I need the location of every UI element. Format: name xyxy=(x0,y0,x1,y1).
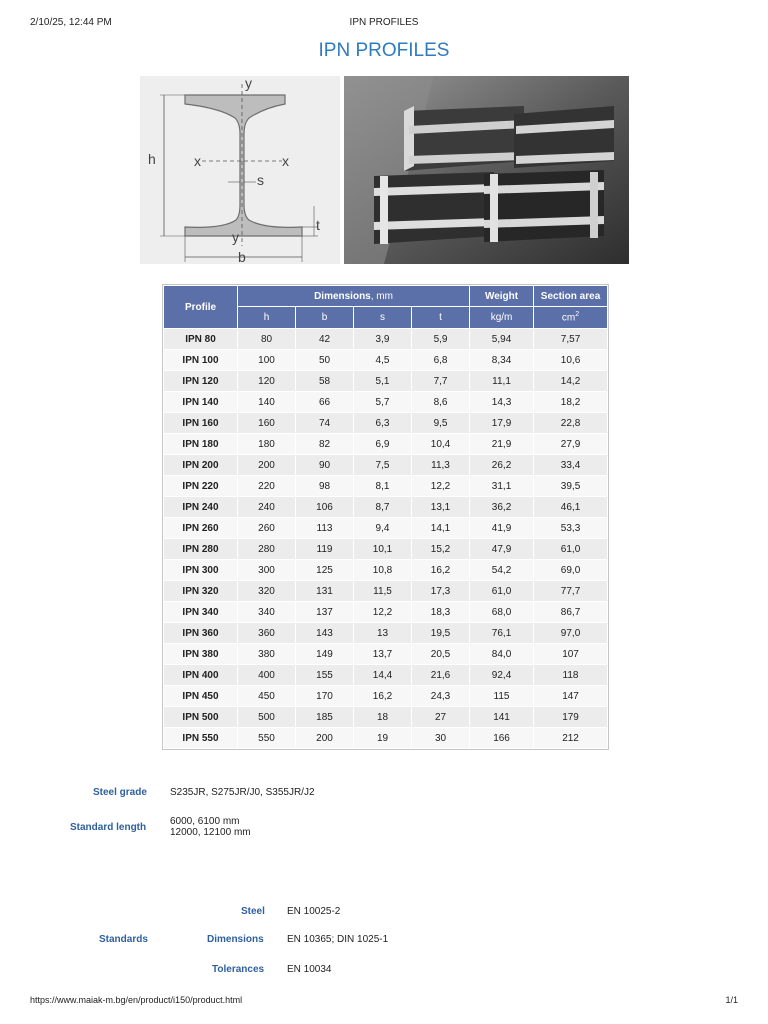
subheader-s: s xyxy=(354,307,411,328)
weight-cell: 115 xyxy=(470,686,533,706)
s-cell: 16,2 xyxy=(354,686,411,706)
weight-cell: 41,9 xyxy=(470,518,533,538)
s-cell: 9,4 xyxy=(354,518,411,538)
profile-cell: IPN 450 xyxy=(164,686,237,706)
b-cell: 74 xyxy=(296,413,353,433)
s-cell: 10,8 xyxy=(354,560,411,580)
t-cell: 16,2 xyxy=(412,560,469,580)
b-cell: 98 xyxy=(296,476,353,496)
h-cell: 340 xyxy=(238,602,295,622)
print-header xyxy=(0,17,768,31)
svg-text:b: b xyxy=(238,249,246,264)
s-cell: 6,3 xyxy=(354,413,411,433)
t-cell: 6,8 xyxy=(412,350,469,370)
svg-text:s: s xyxy=(257,172,264,188)
subheader-b: b xyxy=(296,307,353,328)
h-cell: 100 xyxy=(238,350,295,370)
weight-cell: 61,0 xyxy=(470,581,533,601)
print-datetime: 2/10/25, 12:44 PM xyxy=(30,17,112,28)
subheader-section-unit: $cm^2$ xyxy=(534,307,607,328)
t-cell: 13,1 xyxy=(412,497,469,517)
s-cell: 3,9 xyxy=(354,329,411,349)
table-row xyxy=(164,371,607,391)
standards-label: Standards xyxy=(99,934,148,945)
profile-cell: IPN 380 xyxy=(164,644,237,664)
table-row xyxy=(164,329,607,349)
profile-cell: IPN 280 xyxy=(164,539,237,559)
svg-text:x: x xyxy=(194,153,201,169)
svg-text:y: y xyxy=(232,229,239,245)
print-header-title: IPN PROFILES xyxy=(349,17,419,28)
weight-cell: 11,1 xyxy=(470,371,533,391)
section-area-cell: 212 xyxy=(534,728,607,748)
section-area-cell: 18,2 xyxy=(534,392,607,412)
standard-length-label: Standard length xyxy=(70,822,147,833)
s-cell: 18 xyxy=(354,707,411,727)
s-cell: 11,5 xyxy=(354,581,411,601)
weight-cell: 36,2 xyxy=(470,497,533,517)
profile-cell: IPN 320 xyxy=(164,581,237,601)
header-weight: Weight xyxy=(470,286,533,306)
b-cell: 143 xyxy=(296,623,353,643)
b-cell: 185 xyxy=(296,707,353,727)
table-row xyxy=(164,434,607,454)
t-cell: 17,3 xyxy=(412,581,469,601)
section-area-cell: 14,2 xyxy=(534,371,607,391)
h-cell: 320 xyxy=(238,581,295,601)
profile-cell: IPN 340 xyxy=(164,602,237,622)
h-cell: 360 xyxy=(238,623,295,643)
table-row xyxy=(164,518,607,538)
weight-cell: 92,4 xyxy=(470,665,533,685)
weight-cell: 17,9 xyxy=(470,413,533,433)
section-area-cell: 107 xyxy=(534,644,607,664)
section-area-cell: 77,7 xyxy=(534,581,607,601)
weight-cell: 31,1 xyxy=(470,476,533,496)
t-cell: 15,2 xyxy=(412,539,469,559)
table-row xyxy=(164,539,607,559)
t-cell: 27 xyxy=(412,707,469,727)
profile-cell: IPN 260 xyxy=(164,518,237,538)
s-cell: 8,7 xyxy=(354,497,411,517)
b-cell: 125 xyxy=(296,560,353,580)
section-area-cell: 22,8 xyxy=(534,413,607,433)
section-area-cell: 118 xyxy=(534,665,607,685)
tolerances-label: Tolerances xyxy=(212,964,265,975)
svg-text:y: y xyxy=(245,76,252,91)
b-cell: 50 xyxy=(296,350,353,370)
table-row xyxy=(164,644,607,664)
profile-cell: IPN 80 xyxy=(164,329,237,349)
steel-beams-photo xyxy=(344,76,629,264)
profile-cell: IPN 360 xyxy=(164,623,237,643)
profile-cell: IPN 160 xyxy=(164,413,237,433)
table-row xyxy=(164,560,607,580)
profile-cell: IPN 400 xyxy=(164,665,237,685)
profile-cell: IPN 120 xyxy=(164,371,237,391)
b-cell: 149 xyxy=(296,644,353,664)
subheader-h: h xyxy=(238,307,295,328)
b-cell: 170 xyxy=(296,686,353,706)
section-area-cell: 10,6 xyxy=(534,350,607,370)
section-area-cell: 39,5 xyxy=(534,476,607,496)
header-profile: Profile xyxy=(164,286,237,328)
b-cell: 106 xyxy=(296,497,353,517)
weight-cell: 47,9 xyxy=(470,539,533,559)
t-cell: 10,4 xyxy=(412,434,469,454)
section-area-cell: 86,7 xyxy=(534,602,607,622)
table-row xyxy=(164,497,607,517)
steel-grade-label: Steel grade xyxy=(93,787,147,798)
b-cell: 119 xyxy=(296,539,353,559)
svg-text:h: h xyxy=(148,151,156,167)
profile-cell: IPN 180 xyxy=(164,434,237,454)
section-area-cell: 61,0 xyxy=(534,539,607,559)
h-cell: 550 xyxy=(238,728,295,748)
table-row xyxy=(164,707,607,727)
b-cell: 113 xyxy=(296,518,353,538)
weight-cell: 84,0 xyxy=(470,644,533,664)
t-cell: 18,3 xyxy=(412,602,469,622)
t-cell: 14,1 xyxy=(412,518,469,538)
b-cell: 155 xyxy=(296,665,353,685)
section-area-cell: 147 xyxy=(534,686,607,706)
header-section-area: Section area xyxy=(534,286,607,306)
s-cell: 4,5 xyxy=(354,350,411,370)
t-cell: 8,6 xyxy=(412,392,469,412)
profile-cell: IPN 220 xyxy=(164,476,237,496)
subheader-t: t xyxy=(412,307,469,328)
t-cell: 24,3 xyxy=(412,686,469,706)
dimensions-standard-value: EN 10365; DIN 1025-1 xyxy=(287,934,389,945)
page-number: 1/1 xyxy=(725,995,738,1005)
table-row xyxy=(164,686,607,706)
steel-standard-value: EN 10025-2 xyxy=(287,906,341,917)
h-cell: 380 xyxy=(238,644,295,664)
b-cell: 137 xyxy=(296,602,353,622)
t-cell: 12,2 xyxy=(412,476,469,496)
dimensions-standard-label: Dimensions xyxy=(207,934,264,945)
h-cell: 200 xyxy=(238,455,295,475)
s-cell: 8,1 xyxy=(354,476,411,496)
s-cell: 19 xyxy=(354,728,411,748)
s-cell: 5,1 xyxy=(354,371,411,391)
profile-cell: IPN 140 xyxy=(164,392,237,412)
page-title: IPN PROFILES xyxy=(318,40,450,61)
table-row xyxy=(164,476,607,496)
section-area-cell: 53,3 xyxy=(534,518,607,538)
ipn-cross-section-diagram xyxy=(140,76,340,264)
profile-cell: IPN 300 xyxy=(164,560,237,580)
section-area-cell: 46,1 xyxy=(534,497,607,517)
t-cell: 7,7 xyxy=(412,371,469,391)
section-area-cell: 69,0 xyxy=(534,560,607,580)
t-cell: 11,3 xyxy=(412,455,469,475)
table-row xyxy=(164,665,607,685)
b-cell: 66 xyxy=(296,392,353,412)
standard-length-value-2: 12000, 12100 mm xyxy=(170,827,251,838)
s-cell: 7,5 xyxy=(354,455,411,475)
weight-cell: 14,3 xyxy=(470,392,533,412)
b-cell: 42 xyxy=(296,329,353,349)
s-cell: 12,2 xyxy=(354,602,411,622)
print-footer xyxy=(0,995,768,1009)
s-cell: 13,7 xyxy=(354,644,411,664)
t-cell: 9,5 xyxy=(412,413,469,433)
s-cell: 5,7 xyxy=(354,392,411,412)
section-area-cell: 97,0 xyxy=(534,623,607,643)
section-area-cell: 33,4 xyxy=(534,455,607,475)
h-cell: 260 xyxy=(238,518,295,538)
h-cell: 300 xyxy=(238,560,295,580)
table-row xyxy=(164,392,607,412)
table-row xyxy=(164,623,607,643)
h-cell: 450 xyxy=(238,686,295,706)
tolerances-value: EN 10034 xyxy=(287,964,332,975)
weight-cell: 26,2 xyxy=(470,455,533,475)
s-cell: 13 xyxy=(354,623,411,643)
b-cell: 200 xyxy=(296,728,353,748)
weight-cell: 8,34 xyxy=(470,350,533,370)
table-row xyxy=(164,413,607,433)
section-area-cell: 179 xyxy=(534,707,607,727)
section-area-cell: 27,9 xyxy=(534,434,607,454)
svg-text:x: x xyxy=(282,153,289,169)
table-body xyxy=(164,329,607,748)
profile-cell: IPN 200 xyxy=(164,455,237,475)
h-cell: 280 xyxy=(238,539,295,559)
ipn-profiles-table xyxy=(162,284,609,750)
s-cell: 14,4 xyxy=(354,665,411,685)
page-url: https://www.maiak-m.bg/en/product/i150/product.html xyxy=(30,995,243,1005)
header-dimensions: Dimensions, mm xyxy=(238,286,469,306)
standard-length-value-1: 6000, 6100 mm xyxy=(170,816,240,827)
h-cell: 400 xyxy=(238,665,295,685)
h-cell: 140 xyxy=(238,392,295,412)
h-cell: 80 xyxy=(238,329,295,349)
weight-cell: 68,0 xyxy=(470,602,533,622)
profile-cell: IPN 100 xyxy=(164,350,237,370)
h-cell: 120 xyxy=(238,371,295,391)
weight-cell: 5,94 xyxy=(470,329,533,349)
h-cell: 160 xyxy=(238,413,295,433)
t-cell: 20,5 xyxy=(412,644,469,664)
b-cell: 131 xyxy=(296,581,353,601)
svg-text:t: t xyxy=(316,217,320,233)
b-cell: 90 xyxy=(296,455,353,475)
table-row xyxy=(164,581,607,601)
subheader-weight-unit: kg/m xyxy=(470,307,533,328)
t-cell: 30 xyxy=(412,728,469,748)
steel-standard-label: Steel xyxy=(241,906,265,917)
table-row xyxy=(164,350,607,370)
table-row xyxy=(164,728,607,748)
profiles-table-container xyxy=(162,284,608,750)
weight-cell: 76,1 xyxy=(470,623,533,643)
profile-cell: IPN 240 xyxy=(164,497,237,517)
profile-cell: IPN 550 xyxy=(164,728,237,748)
h-cell: 180 xyxy=(238,434,295,454)
t-cell: 21,6 xyxy=(412,665,469,685)
weight-cell: 141 xyxy=(470,707,533,727)
weight-cell: 166 xyxy=(470,728,533,748)
weight-cell: 54,2 xyxy=(470,560,533,580)
profile-cell: IPN 500 xyxy=(164,707,237,727)
table-row xyxy=(164,602,607,622)
section-area-cell: 7,57 xyxy=(534,329,607,349)
t-cell: 19,5 xyxy=(412,623,469,643)
table-row xyxy=(164,455,607,475)
steel-grade-value: S235JR, S275JR/J0, S355JR/J2 xyxy=(170,787,315,798)
b-cell: 82 xyxy=(296,434,353,454)
t-cell: 5,9 xyxy=(412,329,469,349)
h-cell: 240 xyxy=(238,497,295,517)
h-cell: 220 xyxy=(238,476,295,496)
b-cell: 58 xyxy=(296,371,353,391)
s-cell: 6,9 xyxy=(354,434,411,454)
weight-cell: 21,9 xyxy=(470,434,533,454)
s-cell: 10,1 xyxy=(354,539,411,559)
h-cell: 500 xyxy=(238,707,295,727)
